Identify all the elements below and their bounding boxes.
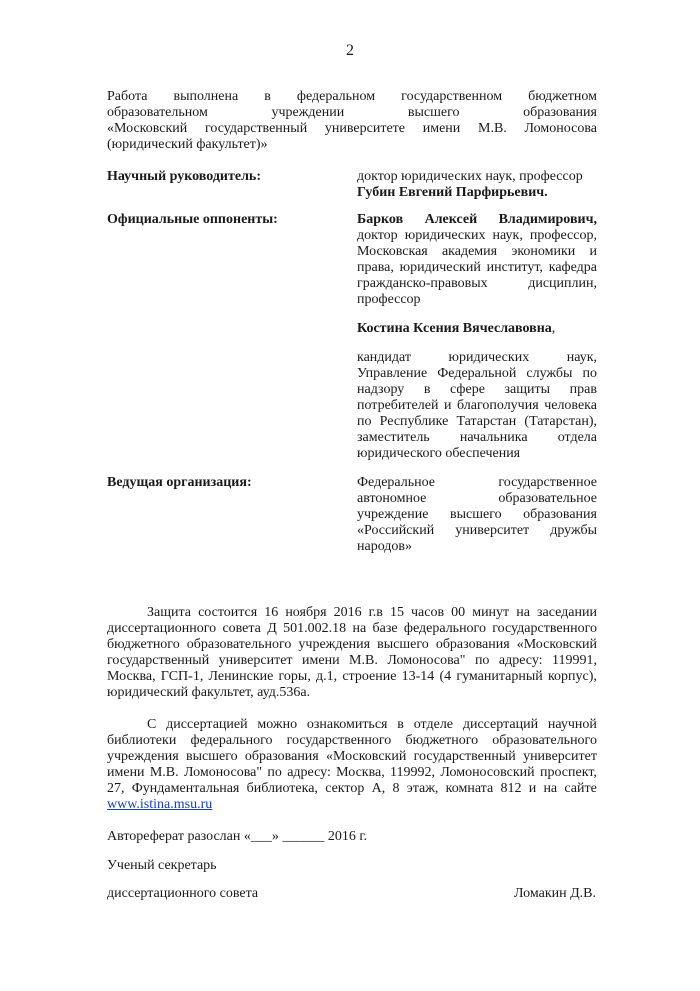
word: адресу: [498, 653, 543, 668]
justified-line [357, 491, 597, 507]
word: М.В. [149, 765, 179, 780]
word: Ломоносова" [387, 653, 466, 668]
word: на [516, 605, 530, 620]
word: состоится [198, 605, 258, 620]
word: Д [267, 621, 277, 636]
word: М.В. [349, 653, 378, 668]
word: федерального [190, 733, 273, 748]
word: 2016 [333, 605, 362, 620]
word: заместитель [357, 430, 430, 445]
abstract-sent-line: Автореферат разослан «___» ______ 2016 г. [107, 829, 368, 844]
supervisor-name: Губин Евгений Парфирьевич. [357, 185, 548, 200]
word: высшего [449, 507, 502, 522]
word: государственном [401, 89, 503, 104]
word: профессор, [529, 228, 597, 243]
word: адресу: [287, 765, 331, 780]
word: наук, [492, 228, 523, 243]
word: сфере [450, 382, 485, 397]
word: можно [257, 717, 298, 732]
justified-line [357, 260, 597, 276]
word: юридических [404, 228, 486, 243]
justified-line [357, 507, 597, 523]
justified-line [107, 121, 597, 137]
word: 501.002.18 [283, 621, 347, 636]
word: Федеральной [437, 366, 517, 381]
word: Владимирович, [498, 212, 597, 227]
word: образования [523, 507, 597, 522]
word: (4 [439, 669, 452, 684]
justified-line [107, 749, 597, 765]
word: горы, [278, 669, 311, 684]
justified-line [107, 733, 597, 749]
word: Москва, [107, 669, 156, 684]
word: корпус), [547, 669, 597, 684]
word: гуманитарный [456, 669, 543, 684]
word: государственный [413, 749, 516, 764]
leading-org-label: Ведущая организация: [107, 475, 252, 490]
word: А, [371, 781, 386, 796]
word: государственный [205, 121, 308, 136]
justified-line [107, 89, 597, 105]
opponent-2-name-comma: , [551, 321, 556, 336]
word: университет [218, 653, 293, 668]
word: диссертацией [166, 717, 248, 732]
word: ГСП-1, [160, 669, 204, 684]
word: по [357, 414, 372, 429]
word: федеральном [296, 89, 376, 104]
word: доктор [357, 228, 398, 243]
word: д.1, [316, 669, 338, 684]
word: «Московский [326, 749, 407, 764]
word: Ломоносова [524, 121, 597, 136]
istina-link[interactable]: www.istina.msu.ru [107, 797, 213, 812]
word: благополучия [457, 398, 539, 413]
word: на [543, 781, 558, 796]
word: государственное [498, 475, 597, 490]
justified-line [357, 366, 597, 382]
word: ноября [285, 605, 327, 620]
opponent-1-name [357, 212, 597, 228]
word: Защита [147, 605, 192, 620]
word: учреждение [357, 507, 429, 522]
justified-line [357, 475, 597, 491]
secretary-council: диссертационного совета [107, 886, 259, 901]
word: бюджетного [405, 733, 479, 748]
word: имени [107, 765, 145, 780]
secretary-name: Ломакин Д.В. [513, 886, 596, 901]
word: Алексей [424, 212, 478, 227]
word: учреждении [271, 105, 345, 120]
opponents-label: Официальные оппоненты: [107, 212, 278, 227]
word: Татарстан [456, 414, 517, 429]
word: высшего [185, 749, 238, 764]
word: библиотеки [107, 733, 177, 748]
word: кафедра [548, 260, 597, 275]
word: заседании [536, 605, 597, 620]
word: ознакомиться [306, 717, 388, 732]
word: государственного [286, 733, 392, 748]
word: имени [302, 653, 340, 668]
word: государственный [107, 653, 210, 668]
word: службы [526, 366, 573, 381]
word: 119992, [390, 765, 436, 780]
paragraph-last-line: юридический факультет, ауд.536а. [107, 685, 311, 700]
justified-line [107, 105, 597, 121]
word: 8 [392, 781, 400, 796]
word: университет [523, 749, 597, 764]
word: по [474, 653, 490, 668]
word: Федеральное [357, 475, 436, 490]
word: этаж, [406, 781, 439, 796]
word: 13-14 [401, 669, 435, 684]
word: и [443, 398, 452, 413]
justified-line [357, 430, 597, 446]
intro-paragraph [107, 89, 597, 153]
justified-line [357, 276, 597, 292]
word: научной [547, 717, 597, 732]
word: диссертационного [107, 621, 217, 636]
word: строение [342, 669, 397, 684]
word: высшего [377, 637, 429, 652]
word: дисциплин, [528, 276, 597, 291]
word: Работа [107, 89, 148, 104]
justified-line [107, 717, 597, 733]
word: Ленинские [208, 669, 274, 684]
page-number: 2 [346, 42, 354, 59]
word: Московская [357, 244, 428, 259]
word: М.В. [478, 121, 507, 136]
word: 812 [500, 781, 522, 796]
word: диссертаций [462, 717, 539, 732]
justified-line [107, 765, 597, 781]
justified-line [357, 398, 597, 414]
justified-line [357, 414, 597, 430]
word: начальника [459, 430, 528, 445]
word: образования [435, 637, 510, 652]
word: по [582, 366, 597, 381]
word: человека [544, 398, 597, 413]
word: Москва, [336, 765, 385, 780]
word: Республике [379, 414, 449, 429]
word: отдела [557, 430, 597, 445]
word: дружбы [550, 523, 597, 538]
word: государственного [492, 621, 597, 636]
word: прав [569, 382, 597, 397]
word: образовательного [492, 733, 597, 748]
word: Ломоносова" [183, 765, 263, 780]
word: юридический [399, 260, 481, 275]
word: гражданско-правовых [357, 276, 488, 291]
word: потребителей [357, 398, 439, 413]
word: базе [372, 621, 398, 636]
word: (Татарстан), [524, 414, 597, 429]
word: сайте [564, 781, 597, 796]
word: и [589, 244, 597, 259]
justified-line [357, 523, 597, 539]
justified-line [107, 637, 597, 653]
word: надзору [357, 382, 405, 397]
library-paragraph [107, 717, 597, 813]
word: высшего [407, 105, 460, 120]
word: федерального [403, 621, 486, 636]
word: часов [411, 605, 445, 620]
word: учреждения [298, 637, 371, 652]
opponent-2 [357, 350, 597, 462]
word: права, [357, 260, 394, 275]
word: институт, [486, 260, 543, 275]
word: юридических [448, 350, 530, 365]
word: кандидат [357, 350, 412, 365]
word: сектор [325, 781, 365, 796]
word: образовательном [107, 105, 208, 120]
opponent-1 [357, 212, 597, 308]
word: наук, [566, 350, 597, 365]
word: бюджетного [107, 637, 180, 652]
word: Барков [357, 212, 404, 227]
word: в [264, 89, 271, 104]
supervisor-degree: доктор юридических наук, профессор [357, 169, 583, 184]
word: экономики [511, 244, 576, 259]
word: 119991, [552, 653, 597, 668]
justified-line [357, 244, 597, 260]
word: выполнена [173, 89, 239, 104]
word: г.в [368, 605, 383, 620]
word: образования [244, 749, 319, 764]
opponent-2-name-text: Костина Ксения Вячеславовна [357, 321, 552, 336]
word: образования [523, 105, 597, 120]
supervisor-details [357, 169, 597, 201]
word: проспект, [539, 765, 597, 780]
word: университет [455, 523, 530, 538]
supervisor-label: Научный руководитель: [107, 169, 261, 184]
word: комната [445, 781, 494, 796]
word: 27, [107, 781, 125, 796]
word: отделе [413, 717, 454, 732]
word: учреждения [107, 749, 179, 764]
word: Фундаментальная [131, 781, 240, 796]
word: бюджетном [528, 89, 597, 104]
paragraph-last-line: (юридический факультет)» [107, 137, 268, 152]
word: минут [472, 605, 510, 620]
justified-line [107, 781, 597, 797]
justified-line [107, 605, 597, 621]
word: 15 [389, 605, 404, 620]
word: и [528, 781, 537, 796]
word: «Московский [516, 637, 597, 652]
word: образовательное [498, 491, 597, 506]
word: «Российский [357, 523, 435, 538]
word: 16 [264, 605, 279, 620]
word: Управление [357, 366, 428, 381]
justified-line [357, 350, 597, 366]
word: по [267, 765, 282, 780]
justified-line [107, 653, 597, 669]
paragraph-last-line: профессор [357, 292, 421, 307]
justified-line [357, 228, 597, 244]
word: Ломоносовский [440, 765, 535, 780]
paragraph-last-line: юридического обеспечения [357, 446, 521, 461]
word: 00 [451, 605, 466, 620]
word: в [423, 382, 431, 397]
word: совета [222, 621, 261, 636]
justified-line [357, 382, 597, 398]
justified-line [107, 669, 597, 685]
word: защиты [504, 382, 551, 397]
word: библиотека, [246, 781, 318, 796]
word: академия [441, 244, 498, 259]
word: «Московский [107, 121, 188, 136]
word: университете [324, 121, 406, 136]
word: автономное [357, 491, 427, 506]
opponent-2-name [357, 321, 597, 337]
defense-paragraph [107, 605, 597, 701]
secretary-title: Ученый секретарь [107, 858, 217, 873]
word: С [147, 717, 157, 732]
leading-org-details [357, 475, 597, 555]
paragraph-last-line: народов» [357, 539, 413, 554]
justified-line [107, 621, 597, 637]
word: в [397, 717, 404, 732]
word: на [352, 621, 367, 636]
word: образовательного [186, 637, 292, 652]
word: имени [422, 121, 461, 136]
